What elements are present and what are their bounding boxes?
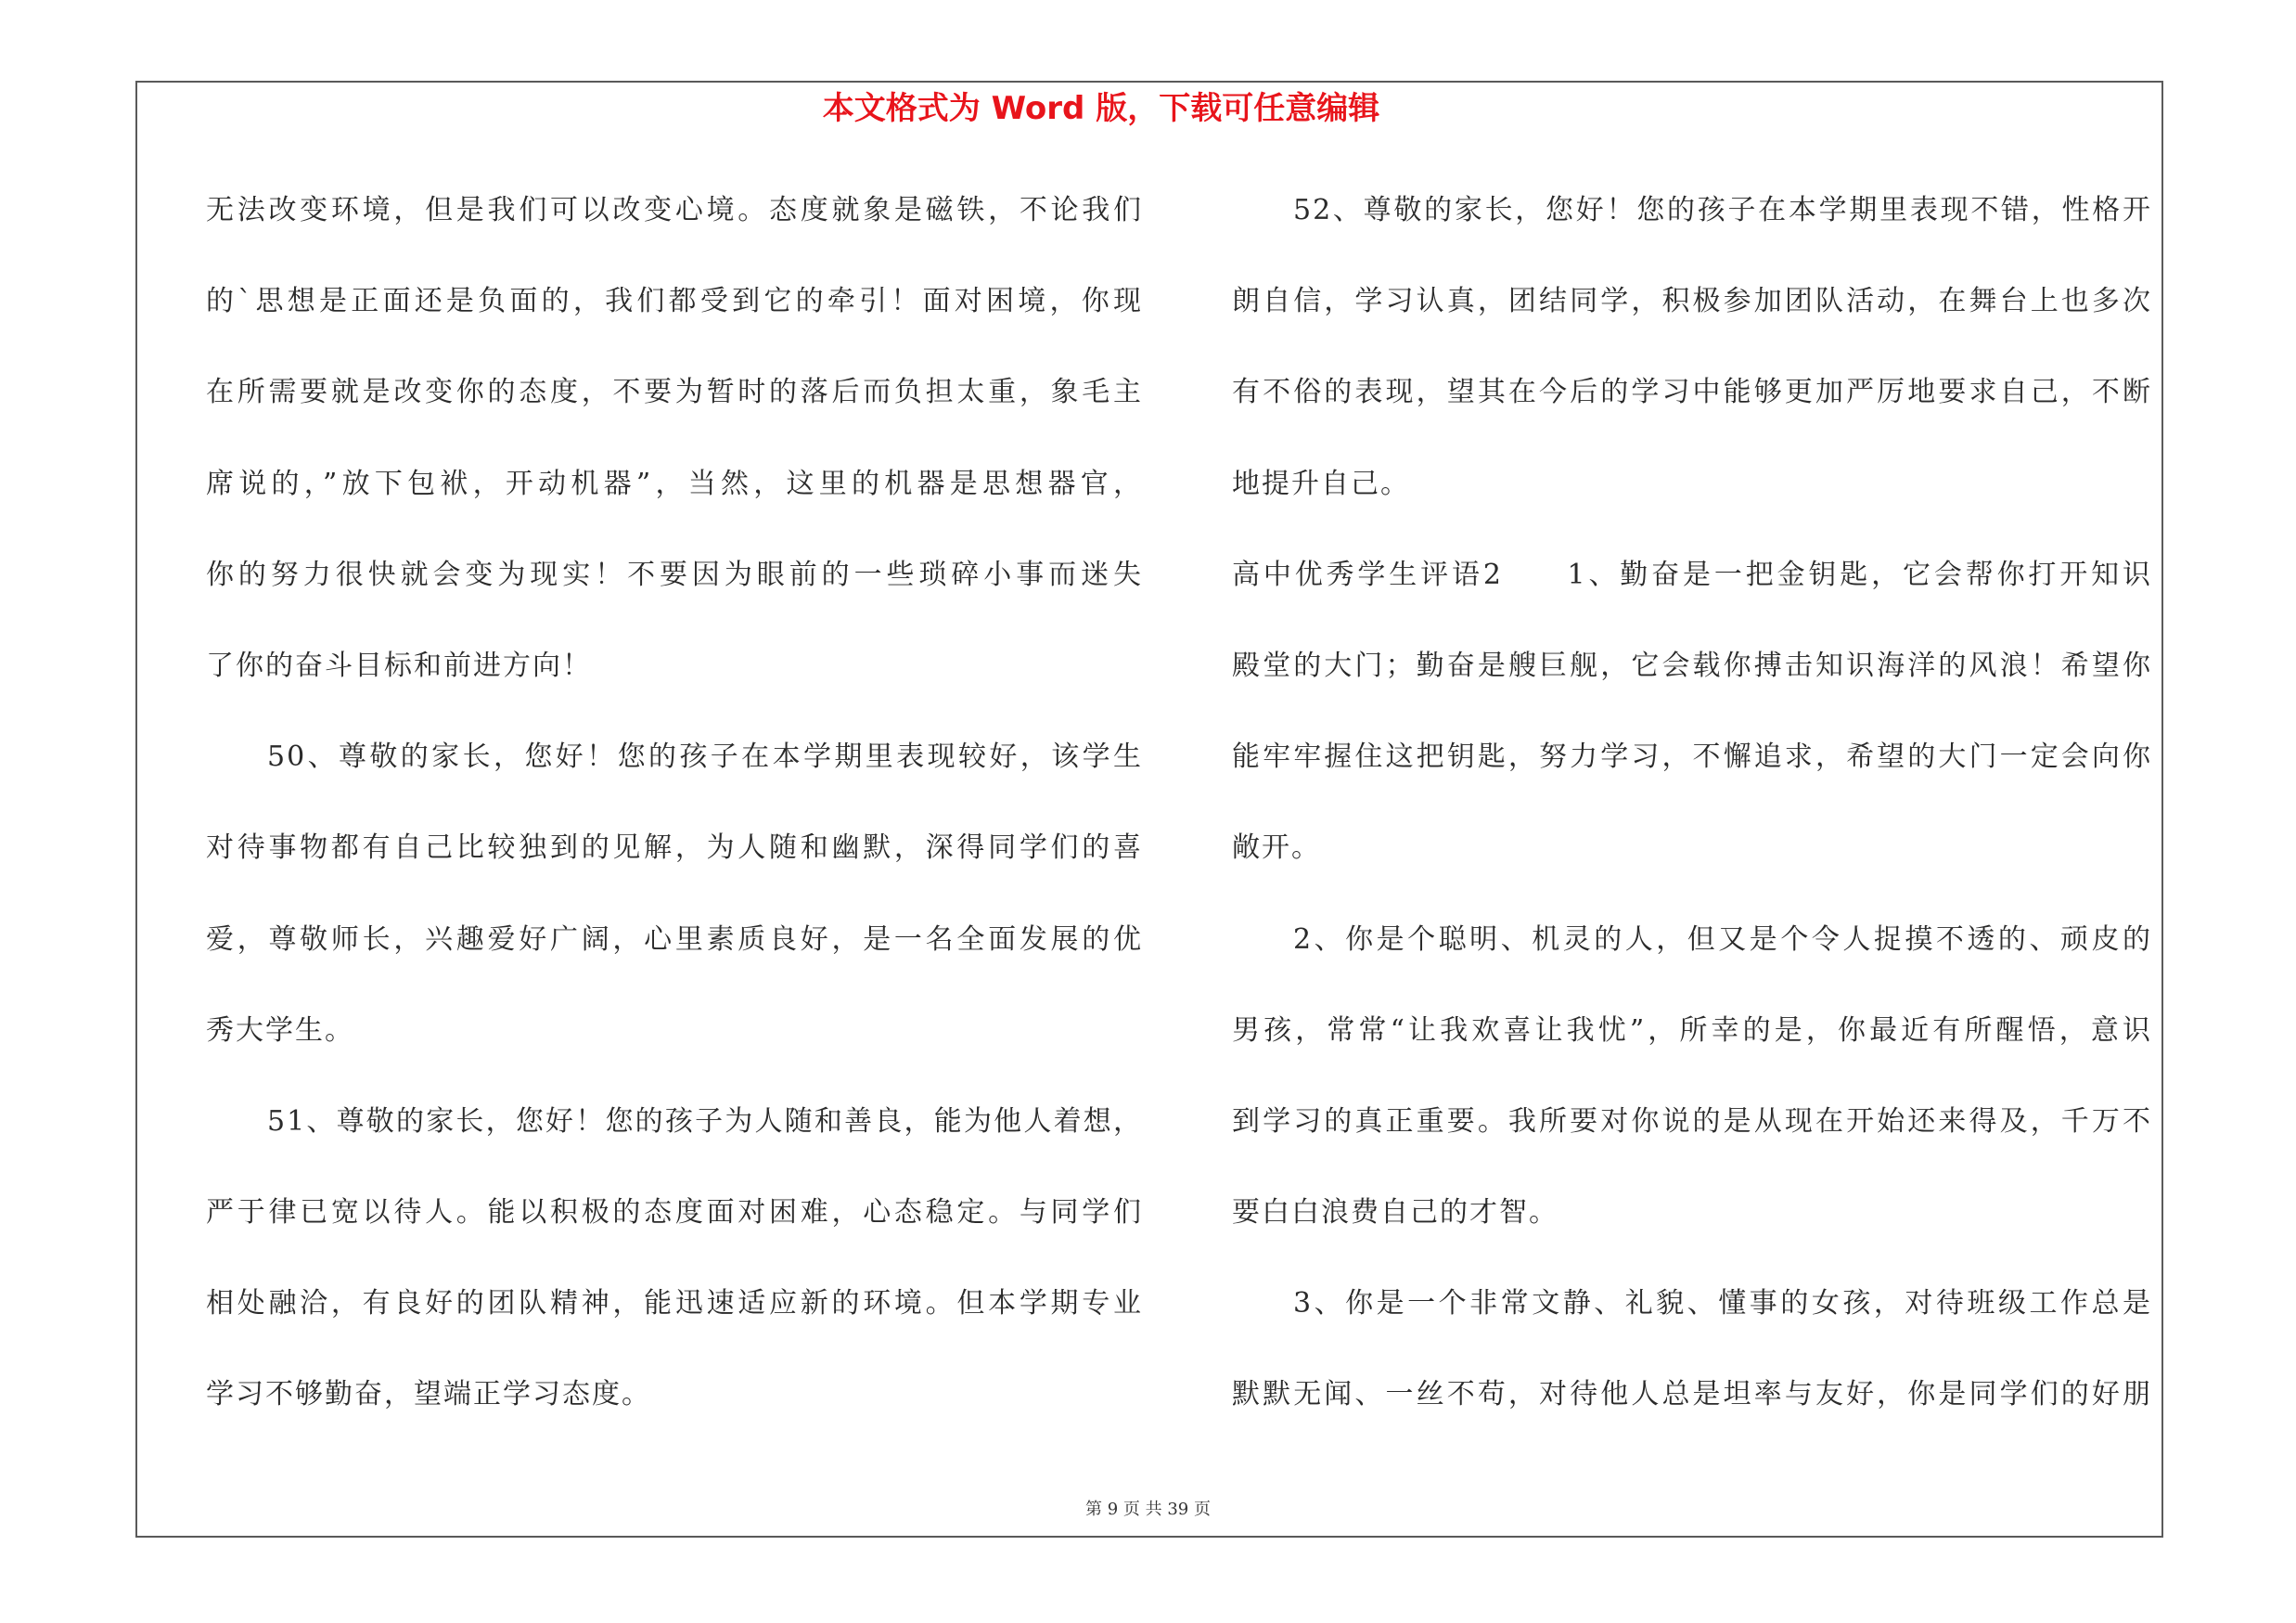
text-line: 殿堂的大门；勤奋是艘巨舰，它会载你搏击知识海洋的风浪！希望你 <box>1232 649 2152 682</box>
paragraph <box>1232 895 2152 1259</box>
right-column <box>1232 165 2152 1441</box>
text-line: 对待事物都有自己比较独到的见解，为人随和幽默，深得同学们的喜 <box>206 831 1143 865</box>
page-number-footer: 第 9 页 共 39 页 <box>1085 1500 1211 1519</box>
text-line: 默默无闻、一丝不苟，对待他人总是坦率与友好，你是同学们的好朋 <box>1232 1378 2152 1411</box>
text-line: 50、尊敬的家长，您好！您的孩子在本学期里表现较好，该学生 <box>267 741 1143 774</box>
text-line: 地提升自己。 <box>1232 467 1410 500</box>
text-line: 能牢牢握住这把钥匙，努力学习，不懈追求，希望的大门一定会向你 <box>1232 741 2152 774</box>
text-line: 要白白浪费自己的才智。 <box>1232 1196 1558 1230</box>
text-line: 52、尊敬的家长，您好！您的孩子在本学期里表现不错，性格开 <box>1293 194 2152 226</box>
text-line: 高中优秀学生评语2 1、勤奋是一把金钥匙，它会帮你打开知识 <box>1232 558 2152 591</box>
text-line: 爱，尊敬师长，兴趣爱好广阔，心里素质良好，是一名全面发展的优 <box>206 922 1143 956</box>
text-line: 严于律已宽以待人。能以积极的态度面对困难，心态稳定。与同学们 <box>206 1196 1143 1230</box>
text-line: 敞开。 <box>1232 831 1321 865</box>
format-notice: 本文格式为 Word 版，下载可任意编辑 <box>822 90 1380 127</box>
text-line: 有不俗的表现，望其在今后的学习中能够更加严厉地要求自己，不断 <box>1232 376 2152 409</box>
paragraph <box>206 165 1143 712</box>
text-line: 你的努力很快就会变为现实！不要因为眼前的一些琐碎小事而迷失 <box>206 558 1143 591</box>
text-line: 无法改变环境，但是我们可以改变心境。态度就象是磁铁，不论我们 <box>206 194 1143 226</box>
text-line: 学习不够勤奋，望端正学习态度。 <box>206 1378 651 1411</box>
paragraph <box>206 1076 1143 1441</box>
paragraph <box>206 712 1143 1076</box>
paragraph <box>1232 165 2152 530</box>
text-line: 到学习的真正重要。我所要对你说的是从现在开始还来得及，千万不 <box>1232 1104 2152 1138</box>
paragraph <box>1232 530 2152 895</box>
text-line: 的`思想是正面还是负面的，我们都受到它的牵引！面对困境，你现 <box>206 285 1143 318</box>
paragraph <box>1232 1258 2152 1440</box>
text-line: 在所需要就是改变你的态度，不要为暂时的落后而负担太重，象毛主 <box>206 376 1143 409</box>
text-line: 男孩，常常“让我欢喜让我忧”，所幸的是，你最近有所醒悟，意识 <box>1232 1013 2152 1047</box>
text-line: 朗自信，学习认真，团结同学，积极参加团队活动，在舞台上也多次 <box>1232 285 2152 318</box>
text-line: 2、你是个聪明、机灵的人，但又是个令人捉摸不透的、顽皮的 <box>1293 922 2152 956</box>
text-line: 相处融洽，有良好的团队精神，能迅速适应新的环境。但本学期专业 <box>206 1287 1143 1320</box>
text-line: 51、尊敬的家长，您好！您的孩子为人随和善良，能为他人着想， <box>267 1104 1143 1138</box>
text-line: 秀大学生。 <box>206 1013 354 1047</box>
text-line: 席说的，”放下包袱，开动机器”，当然，这里的机器是思想器官， <box>206 467 1143 500</box>
left-column <box>206 165 1143 1441</box>
text-line: 了你的奋斗目标和前进方向！ <box>206 649 592 682</box>
text-line: 3、你是一个非常文静、礼貌、懂事的女孩，对待班级工作总是 <box>1293 1287 2152 1320</box>
